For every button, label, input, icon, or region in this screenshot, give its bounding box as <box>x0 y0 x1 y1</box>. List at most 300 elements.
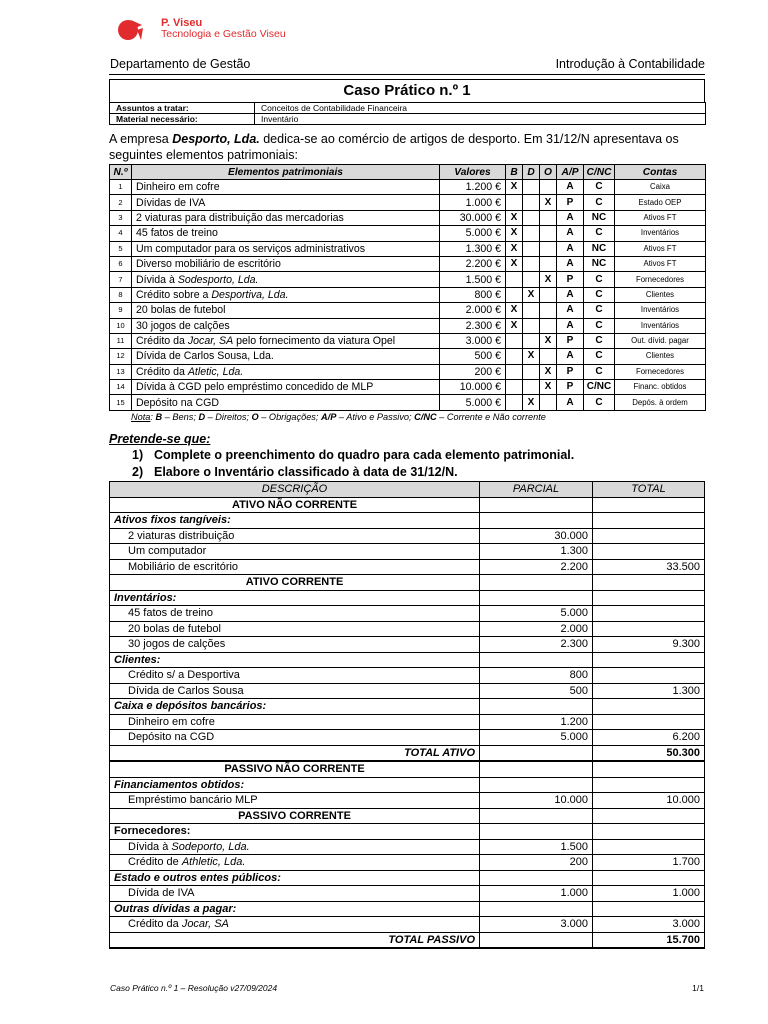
ativo-passivo: A <box>557 180 584 195</box>
partial-value: 3.000 <box>480 917 593 933</box>
note-key: B <box>155 412 163 422</box>
partial-value: 10.000 <box>480 793 593 809</box>
element-value: 2.200 € <box>440 256 506 271</box>
text-part: 30 jogos de calções <box>136 319 230 332</box>
column-header: C/NC <box>584 165 615 180</box>
group-label: Ativos fixos tangíveis: <box>110 513 480 529</box>
text-part: Crédito de <box>128 856 182 869</box>
table-row <box>110 349 706 364</box>
table-row <box>110 528 705 544</box>
mark-obrigacoes <box>540 180 557 195</box>
element-value: 30.000 € <box>440 210 506 225</box>
element-description <box>132 303 440 318</box>
text-part: 2 viaturas distribuição <box>128 529 235 542</box>
account-name: Caixa <box>615 180 706 195</box>
item-description <box>110 621 480 637</box>
mark-direitos: X <box>523 287 540 302</box>
text-part: Crédito s/ a Desportiva <box>128 669 240 682</box>
group-label: Inventários: <box>110 590 480 606</box>
table-row <box>110 241 706 256</box>
logo-name: P. Viseu <box>161 17 203 29</box>
table-row <box>110 761 705 777</box>
account-name: Fornecedores <box>615 272 706 287</box>
element-description <box>132 318 440 333</box>
table-row <box>110 714 705 730</box>
account-name: Financ. obtidos <box>615 380 706 395</box>
partial-value: 5.000 <box>480 730 593 746</box>
mark-direitos <box>523 318 540 333</box>
group-label: Fornecedores: <box>110 824 480 840</box>
page-number: 1/1 <box>692 983 704 993</box>
partial-value <box>480 808 593 824</box>
account-name: Fornecedores <box>615 364 706 379</box>
table-row <box>110 590 705 606</box>
meta-key: Material necessário: <box>110 114 255 125</box>
corrente-nao-corrente: C <box>584 333 615 348</box>
element-value: 1.500 € <box>440 272 506 287</box>
ativo-passivo: A <box>557 256 584 271</box>
ativo-passivo: A <box>557 318 584 333</box>
account-name: Ativos FT <box>615 241 706 256</box>
element-description <box>132 364 440 379</box>
task-number: 1) <box>132 448 144 462</box>
item-description <box>110 528 480 544</box>
total-value <box>593 870 705 886</box>
table-row <box>110 683 705 699</box>
element-description <box>132 226 440 241</box>
text-part: Dívida de IVA <box>128 887 195 900</box>
row-number: 14 <box>110 380 132 395</box>
corrente-nao-corrente: C <box>584 272 615 287</box>
partial-value: 30.000 <box>480 528 593 544</box>
section-heading: PASSIVO CORRENTE <box>110 808 480 824</box>
table-row <box>110 668 705 684</box>
text-part: Dívida à CGD pelo empréstimo concedido de MLP <box>136 381 374 394</box>
row-number: 4 <box>110 226 132 241</box>
account-name: Ativos FT <box>615 256 706 271</box>
mark-obrigacoes: X <box>540 272 557 287</box>
elements-table <box>109 164 706 411</box>
element-description <box>132 333 440 348</box>
element-value: 2.300 € <box>440 318 506 333</box>
mark-bens <box>506 380 523 395</box>
meta-row <box>110 114 706 125</box>
account-name: Inventários <box>615 303 706 318</box>
italic-name: Sodesporto, Lda. <box>177 273 259 286</box>
mark-direitos <box>523 364 540 379</box>
total-value <box>593 590 705 606</box>
row-number: 11 <box>110 333 132 348</box>
item-description <box>110 917 480 933</box>
text-part: Dívida de Carlos Sousa <box>128 684 244 697</box>
corrente-nao-corrente: C <box>584 226 615 241</box>
italic-name: Sodeporto, Lda. <box>171 840 250 853</box>
element-value: 200 € <box>440 364 506 379</box>
ativo-passivo: P <box>557 380 584 395</box>
partial-value <box>480 497 593 513</box>
mark-direitos <box>523 380 540 395</box>
text-part: Crédito da <box>128 918 182 931</box>
meta-value: Inventário <box>255 114 706 125</box>
element-value: 2.000 € <box>440 303 506 318</box>
italic-name: Jocar, SA <box>187 335 234 348</box>
table-row <box>110 272 706 287</box>
ativo-passivo: P <box>557 364 584 379</box>
ativo-passivo: A <box>557 226 584 241</box>
row-number: 1 <box>110 180 132 195</box>
meta-row <box>110 103 706 114</box>
mark-bens: X <box>506 303 523 318</box>
note-sep: : <box>150 412 156 422</box>
section-heading: PASSIVO NÃO CORRENTE <box>110 761 480 777</box>
note-desc: – Corrente e Não corrente <box>436 412 546 422</box>
partial-value: 2.000 <box>480 621 593 637</box>
row-number: 8 <box>110 287 132 302</box>
partial-value: 1.300 <box>480 544 593 560</box>
mark-bens: X <box>506 241 523 256</box>
mark-bens <box>506 333 523 348</box>
element-description <box>132 272 440 287</box>
partial-value: 2.300 <box>480 637 593 653</box>
partial-value <box>480 575 593 591</box>
item-description <box>110 793 480 809</box>
footer-left: Caso Prático n.º 1 – Resolução v27/09/2024 <box>110 983 278 993</box>
table-row <box>110 621 705 637</box>
total-value: 15.700 <box>593 932 705 948</box>
element-value: 1.000 € <box>440 195 506 210</box>
item-description <box>110 544 480 560</box>
table-row <box>110 195 706 210</box>
mark-bens <box>506 349 523 364</box>
partial-value: 500 <box>480 683 593 699</box>
element-description <box>132 210 440 225</box>
account-name: Clientes <box>615 287 706 302</box>
partial-value <box>480 870 593 886</box>
mark-obrigacoes: X <box>540 333 557 348</box>
mark-bens: X <box>506 256 523 271</box>
task-text: Elabore o Inventário classificado à data de 31/12/N. <box>154 465 458 479</box>
text-part: pelo fornecimento da viatura Opel <box>233 335 396 348</box>
total-value <box>593 513 705 529</box>
corrente-nao-corrente: C <box>584 195 615 210</box>
table-row <box>110 333 706 348</box>
item-description <box>110 839 480 855</box>
partial-value <box>480 652 593 668</box>
table-row <box>110 575 705 591</box>
partial-value <box>480 932 593 948</box>
corrente-nao-corrente: C <box>584 364 615 379</box>
element-description <box>132 256 440 271</box>
element-value: 5.000 € <box>440 226 506 241</box>
table-row <box>110 793 705 809</box>
partial-value: 5.000 <box>480 606 593 622</box>
table-row <box>110 606 705 622</box>
item-description <box>110 855 480 871</box>
table-row <box>110 497 705 513</box>
table-row <box>110 226 706 241</box>
mark-direitos <box>523 226 540 241</box>
partial-value <box>480 699 593 715</box>
header-divider <box>109 74 705 75</box>
element-value: 1.200 € <box>440 180 506 195</box>
group-label: Caixa e depósitos bancários: <box>110 699 480 715</box>
partial-value: 200 <box>480 855 593 871</box>
note-desc: – Direitos; <box>205 412 252 422</box>
text-part: Dinheiro em cofre <box>128 715 215 728</box>
mark-obrigacoes <box>540 226 557 241</box>
item-description <box>110 886 480 902</box>
text-part: 20 bolas de futebol <box>128 622 221 635</box>
table-row <box>110 395 706 410</box>
ativo-passivo: P <box>557 333 584 348</box>
total-value: 1.000 <box>593 886 705 902</box>
text-part: Um computador para os serviços administrativos <box>136 242 366 255</box>
column-header: PARCIAL <box>480 482 593 498</box>
mark-bens <box>506 364 523 379</box>
text-part: Dívida à <box>136 273 178 286</box>
account-name: Estado OEP <box>615 195 706 210</box>
corrente-nao-corrente: NC <box>584 256 615 271</box>
group-label: Financiamentos obtidos: <box>110 777 480 793</box>
total-value <box>593 652 705 668</box>
text-part: Dívida de Carlos Sousa, Lda. <box>136 350 274 363</box>
table-row <box>110 318 706 333</box>
partial-value: 1.500 <box>480 839 593 855</box>
italic-name: Athletic, Lda. <box>181 856 246 869</box>
row-number: 5 <box>110 241 132 256</box>
partial-value <box>480 901 593 917</box>
mark-direitos <box>523 333 540 348</box>
table-row <box>110 932 705 948</box>
note-desc: – Ativo e Passivo; <box>336 412 415 422</box>
corrente-nao-corrente: C <box>584 318 615 333</box>
text-part: Dívidas de IVA <box>136 196 206 209</box>
ativo-passivo: P <box>557 272 584 287</box>
account-name: Inventários <box>615 318 706 333</box>
item-description <box>110 559 480 575</box>
total-value <box>593 901 705 917</box>
legend-note <box>131 412 546 422</box>
column-header: TOTAL <box>593 482 705 498</box>
partial-value <box>480 745 593 761</box>
account-name: Inventários <box>615 226 706 241</box>
partial-value: 800 <box>480 668 593 684</box>
element-value: 800 € <box>440 287 506 302</box>
elements-header-row <box>110 165 706 180</box>
item-description <box>110 606 480 622</box>
task-text: Complete o preenchimento do quadro para cada elemento patrimonial. <box>154 448 575 462</box>
text-part: Depósito na CGD <box>136 396 220 409</box>
table-row <box>110 559 705 575</box>
table-row <box>110 303 706 318</box>
row-number: 2 <box>110 195 132 210</box>
text-part: Depósito na CGD <box>128 731 215 744</box>
text-part: Crédito da <box>136 335 188 348</box>
group-label: Outras dívidas a pagar: <box>110 901 480 917</box>
partial-value <box>480 513 593 529</box>
table-row <box>110 745 705 761</box>
corrente-nao-corrente: NC <box>584 241 615 256</box>
account-name: Depós. à ordem <box>615 395 706 410</box>
element-value: 3.000 € <box>440 333 506 348</box>
text-part: 45 fatos de treino <box>136 227 218 240</box>
mark-obrigacoes <box>540 256 557 271</box>
partial-value <box>480 761 593 777</box>
table-row <box>110 256 706 271</box>
row-number: 3 <box>110 210 132 225</box>
mark-obrigacoes <box>540 318 557 333</box>
item-description <box>110 668 480 684</box>
table-row <box>110 886 705 902</box>
element-description <box>132 180 440 195</box>
item-description <box>110 637 480 653</box>
task-item <box>132 448 574 462</box>
italic-name: Jocar, SA <box>181 918 229 931</box>
partial-value: 1.200 <box>480 714 593 730</box>
element-description <box>132 241 440 256</box>
total-value: 33.500 <box>593 559 705 575</box>
element-value: 1.300 € <box>440 241 506 256</box>
element-description <box>132 380 440 395</box>
item-description <box>110 730 480 746</box>
item-description <box>110 683 480 699</box>
note-key: C/NC <box>414 412 437 422</box>
intro-paragraph <box>109 131 709 163</box>
table-row <box>110 699 705 715</box>
element-description <box>132 395 440 410</box>
corrente-nao-corrente: C <box>584 180 615 195</box>
inventory-table <box>109 481 705 949</box>
total-value <box>593 777 705 793</box>
note-desc: – Obrigações; <box>258 412 322 422</box>
inventory-header-row <box>110 482 705 498</box>
text-part: Mobiliário de escritório <box>128 560 239 573</box>
account-name: Clientes <box>615 349 706 364</box>
total-value: 9.300 <box>593 637 705 653</box>
total-value: 1.300 <box>593 683 705 699</box>
total-value <box>593 761 705 777</box>
mark-obrigacoes <box>540 303 557 318</box>
ativo-passivo: A <box>557 303 584 318</box>
row-number: 15 <box>110 395 132 410</box>
total-value <box>593 714 705 730</box>
task-item <box>132 465 458 479</box>
table-row <box>110 917 705 933</box>
table-row <box>110 513 705 529</box>
logo-mark-icon <box>117 16 143 42</box>
meta-value: Conceitos de Contabilidade Financeira <box>255 103 706 114</box>
mark-obrigacoes <box>540 210 557 225</box>
mark-bens <box>506 287 523 302</box>
text-part: 45 fatos de treino <box>128 607 214 620</box>
total-value <box>593 824 705 840</box>
total-value <box>593 808 705 824</box>
mark-bens: X <box>506 210 523 225</box>
table-row <box>110 180 706 195</box>
element-description <box>132 287 440 302</box>
text-part: 20 bolas de futebol <box>136 304 226 317</box>
column-header: Contas <box>615 165 706 180</box>
element-description <box>132 349 440 364</box>
corrente-nao-corrente: NC <box>584 210 615 225</box>
item-description <box>110 714 480 730</box>
table-row <box>110 777 705 793</box>
note-desc: – Bens; <box>162 412 199 422</box>
total-value <box>593 544 705 560</box>
table-row <box>110 287 706 302</box>
text-part: 30 jogos de calções <box>128 638 226 651</box>
mark-obrigacoes <box>540 241 557 256</box>
mark-direitos <box>523 256 540 271</box>
total-value <box>593 839 705 855</box>
page-title: Caso Prático n.º 1 <box>109 79 705 103</box>
total-label: TOTAL PASSIVO <box>110 932 480 948</box>
corrente-nao-corrente: C <box>584 303 615 318</box>
mark-obrigacoes: X <box>540 364 557 379</box>
table-row <box>110 380 706 395</box>
corrente-nao-corrente: C <box>584 395 615 410</box>
note-key: A/P <box>321 412 337 422</box>
task-number: 2) <box>132 465 144 479</box>
group-label: Clientes: <box>110 652 480 668</box>
table-row <box>110 901 705 917</box>
total-label: TOTAL ATIVO <box>110 745 480 761</box>
intro-text-end: dedica-se ao comércio de artigos de desporto. Em 31/12/N apresentava os seguintes elementos patrimoniais: <box>109 132 679 162</box>
mark-bens <box>506 195 523 210</box>
total-value: 3.000 <box>593 917 705 933</box>
course-label: Introdução à Contabilidade <box>555 57 705 71</box>
corrente-nao-corrente: C/NC <box>584 380 615 395</box>
text-part: Empréstimo bancário MLP <box>128 794 258 807</box>
note-label: Nota <box>131 412 151 422</box>
table-row <box>110 839 705 855</box>
column-header: Valores <box>440 165 506 180</box>
mark-bens <box>506 272 523 287</box>
mark-bens: X <box>506 226 523 241</box>
department-label: Departamento de Gestão <box>110 57 251 71</box>
table-row <box>110 544 705 560</box>
ativo-passivo: A <box>557 241 584 256</box>
mark-obrigacoes: X <box>540 380 557 395</box>
column-header: B <box>506 165 523 180</box>
text-part: 2 viaturas para distribuição das mercadorias <box>136 211 344 224</box>
total-value <box>593 621 705 637</box>
mark-bens: X <box>506 318 523 333</box>
ativo-passivo: A <box>557 349 584 364</box>
row-number: 6 <box>110 256 132 271</box>
column-header: Elementos patrimoniais <box>132 165 440 180</box>
mark-direitos <box>523 272 540 287</box>
partial-value <box>480 777 593 793</box>
total-value <box>593 699 705 715</box>
group-label: Estado e outros entes públicos: <box>110 870 480 886</box>
intro-text-start: A empresa <box>109 132 173 146</box>
partial-value <box>480 590 593 606</box>
mark-bens <box>506 395 523 410</box>
total-value <box>593 528 705 544</box>
row-number: 13 <box>110 364 132 379</box>
partial-value: 2.200 <box>480 559 593 575</box>
account-name: Out. dívid. pagar <box>615 333 706 348</box>
ativo-passivo: A <box>557 395 584 410</box>
column-header: DESCRIÇÃO <box>110 482 480 498</box>
ativo-passivo: A <box>557 287 584 302</box>
ativo-passivo: A <box>557 210 584 225</box>
tasks-heading: Pretende-se que: <box>109 432 211 446</box>
company-name: Desporto, Lda. <box>172 132 260 146</box>
corrente-nao-corrente: C <box>584 349 615 364</box>
element-value: 5.000 € <box>440 395 506 410</box>
